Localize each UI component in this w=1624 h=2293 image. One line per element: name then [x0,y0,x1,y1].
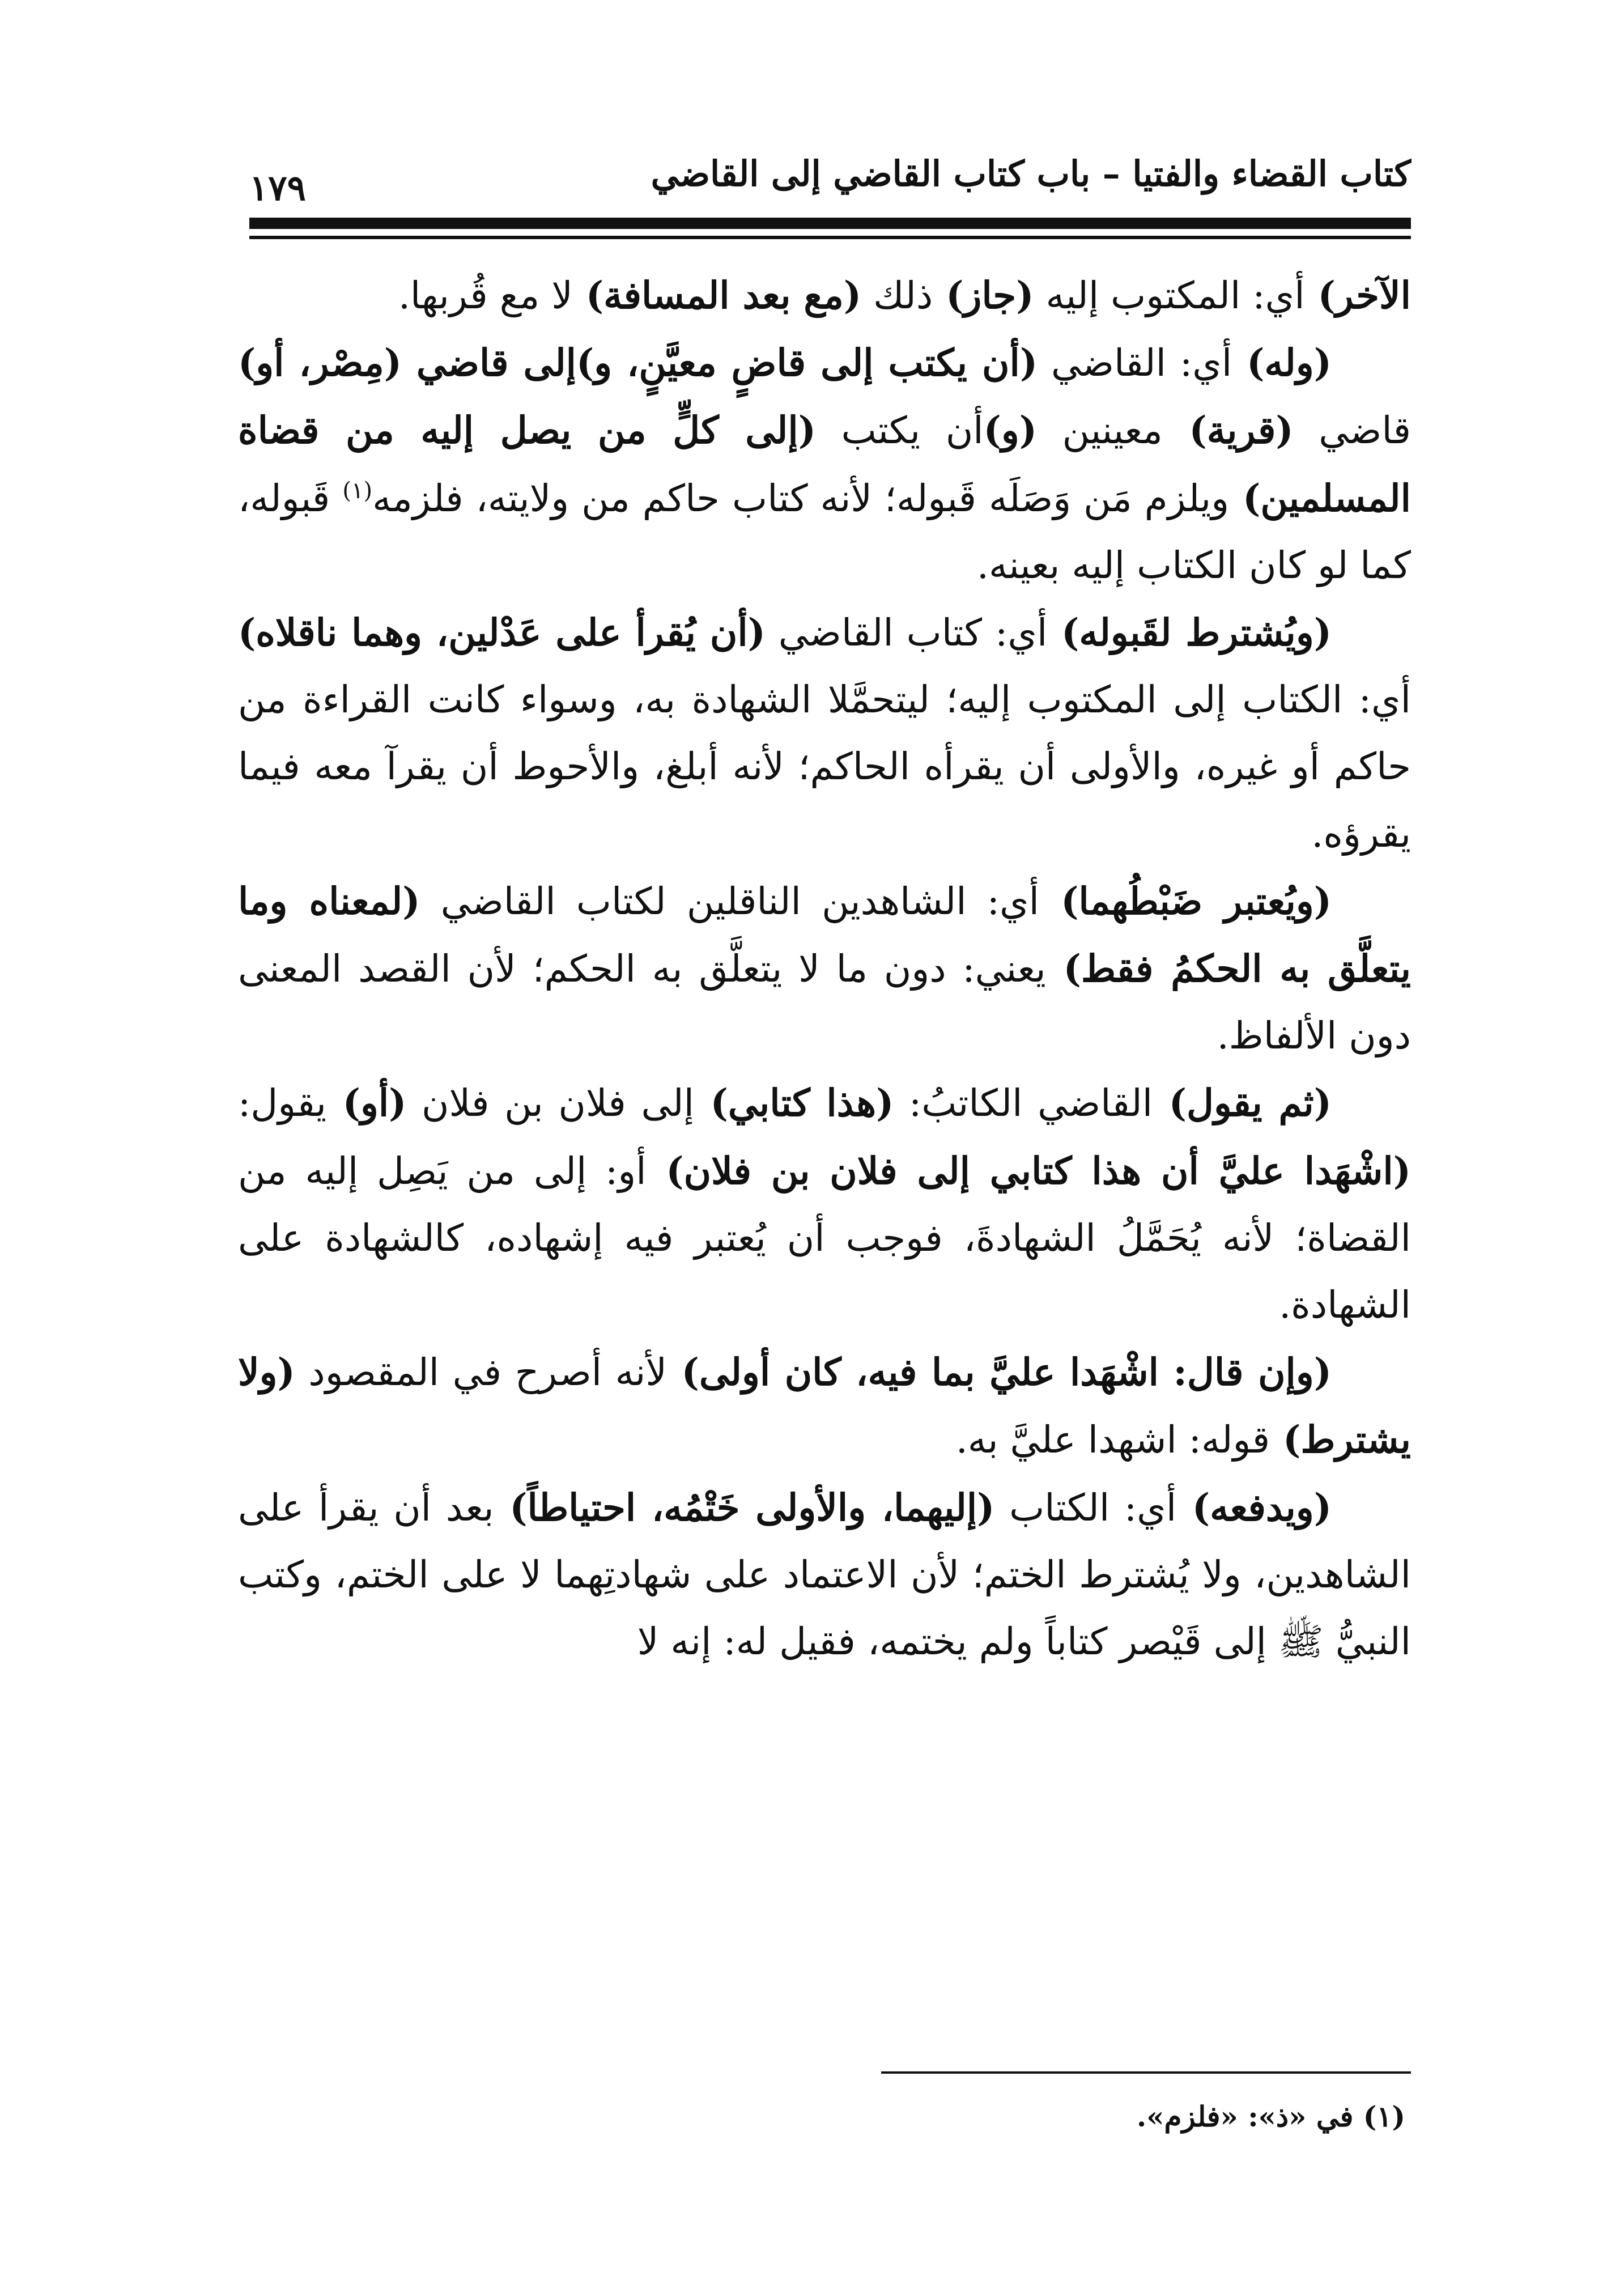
commentary-text: إلى فلان بن فلان [406,1081,694,1126]
matn-text: (وله) [1232,341,1332,385]
commentary-text: أي: كتاب القاضي [765,611,1048,655]
footnote-separator [881,2071,1411,2074]
paragraph [238,1069,1411,1339]
commentary-text: ذلك [861,274,933,317]
paragraph [238,262,1411,329]
matn-text: (اشْهَدا عليَّ أن هذا كتابي إلى فلان بن فلان) [646,1148,1411,1193]
matn-text: (أو) [326,1081,407,1126]
commentary-text: أو: إلى من يَصِل إليه من القضاة؛ لأنه يُحَمَّلُ الشهادةَ، فوجب أن يُعتبر فيه إشهاده، كالشهادة على الشهادة. [238,1149,1411,1327]
matn-text: (لمعناه وما يتعلَّق به الحكمُ فقط) [238,878,1412,991]
matn-text: (ويُعتبر ضَبْطُهما) [1039,878,1332,923]
commentary-text: أي: الشاهدين الناقلين لكتاب القاضي [420,879,1039,923]
matn-text: (قرية) [1162,408,1294,453]
matn-text: (ويدفعه) [1176,1485,1332,1530]
header-rule-thin [249,236,1411,239]
matn-text: (و) [983,408,1037,453]
commentary-text: قاضي [1293,409,1412,453]
paragraph [238,329,1411,599]
paragraph [238,1474,1411,1676]
matn-text: (أن يكتب إلى قاضٍ معيَّنٍ، و)إلى قاضي (مِصْر، أو) [238,341,1038,385]
running-header [249,136,1411,221]
commentary-text: لأنه أصرح في المقصود [295,1351,668,1395]
matn-text: (إليهما، والأولى خَتْمُه، احتياطاً) [494,1485,995,1530]
commentary-text: القاضي الكاتبُ: [894,1081,1153,1126]
paragraph [238,868,1411,1070]
commentary-text: أي: الكتاب إلى المكتوب إليه؛ ليتحمَّلا الشهادة به، وسواء كانت القراءة من حاكم أو غيره، والأولى أن يقرأه الحاكم؛ لأنه أبلغ، والأحوط أن يقرآ معه فيما يقرؤه. [238,678,1411,856]
commentary-text: يعني: دون ما لا يتعلَّق به الحكم؛ لأن القصد المعنى دون الألفاظ. [238,947,1411,1058]
commentary-text: ويلزم مَن وَصَلَه قَبوله؛ لأنه كتاب حاكم من ولايته، فلزمه [372,476,1230,520]
commentary-text: أي: القاضي [1038,341,1232,385]
commentary-text: أي: المكتوب إليه [1034,274,1305,317]
paragraph [238,1339,1411,1474]
matn-text: (جاز) [933,273,1034,317]
matn-text: (هذا كتابي) [694,1081,894,1126]
matn-text: الآخر) [1304,273,1411,317]
matn-text: (ولا يشترط) [238,1350,1411,1462]
matn-text: (مع بعد المسافة) [572,273,862,317]
paragraph [238,599,1411,868]
footnote-marker: (١) [342,477,373,504]
header-title: كتاب القضاء والفتيا – باب كتاب القاضي إلى القاضي [651,153,1411,194]
commentary-text: بعد أن يقرأ على الشاهدين، ولا يُشترط الختم؛ لأن الاعتماد على شهادتِهما لا على الختم، وكتب النبيُّ ﷺ إلى قَيْصر كتاباً ولم يختمه، فقيل له: إنه لا [238,1485,1411,1664]
matn-text: (إلى كلٍّ من يصل إليه من قضاة المسلمين) [238,408,1411,520]
header-rule-thick [249,218,1411,229]
matn-text: (وإن قال: اشْهَدا عليَّ بما فيه، كان أولى) [667,1350,1332,1395]
matn-text: (ويُشترط لقَبوله) [1047,610,1332,655]
commentary-text: أي: الكتاب [994,1485,1177,1530]
commentary-text: يقول: [238,1081,327,1126]
commentary-text: أن يكتب [815,409,984,453]
matn-text: (أن يُقرأ على عَدْلين، وهما ناقلاه) [238,610,766,655]
matn-text: (ثم يقول) [1153,1081,1332,1126]
page-number: ١٧٩ [249,167,306,209]
commentary-text: لا مع قُربها. [398,274,573,317]
commentary-text: قوله: اشهدا عليَّ به. [955,1418,1270,1462]
footnote: (١) في «ذ»: «فلزم». [1136,2100,1405,2133]
commentary-text: قَبوله، كما لو كان الكتاب إليه بعينه. [238,476,1411,587]
main-text [238,262,1411,1675]
commentary-text: معينين [1036,409,1163,453]
